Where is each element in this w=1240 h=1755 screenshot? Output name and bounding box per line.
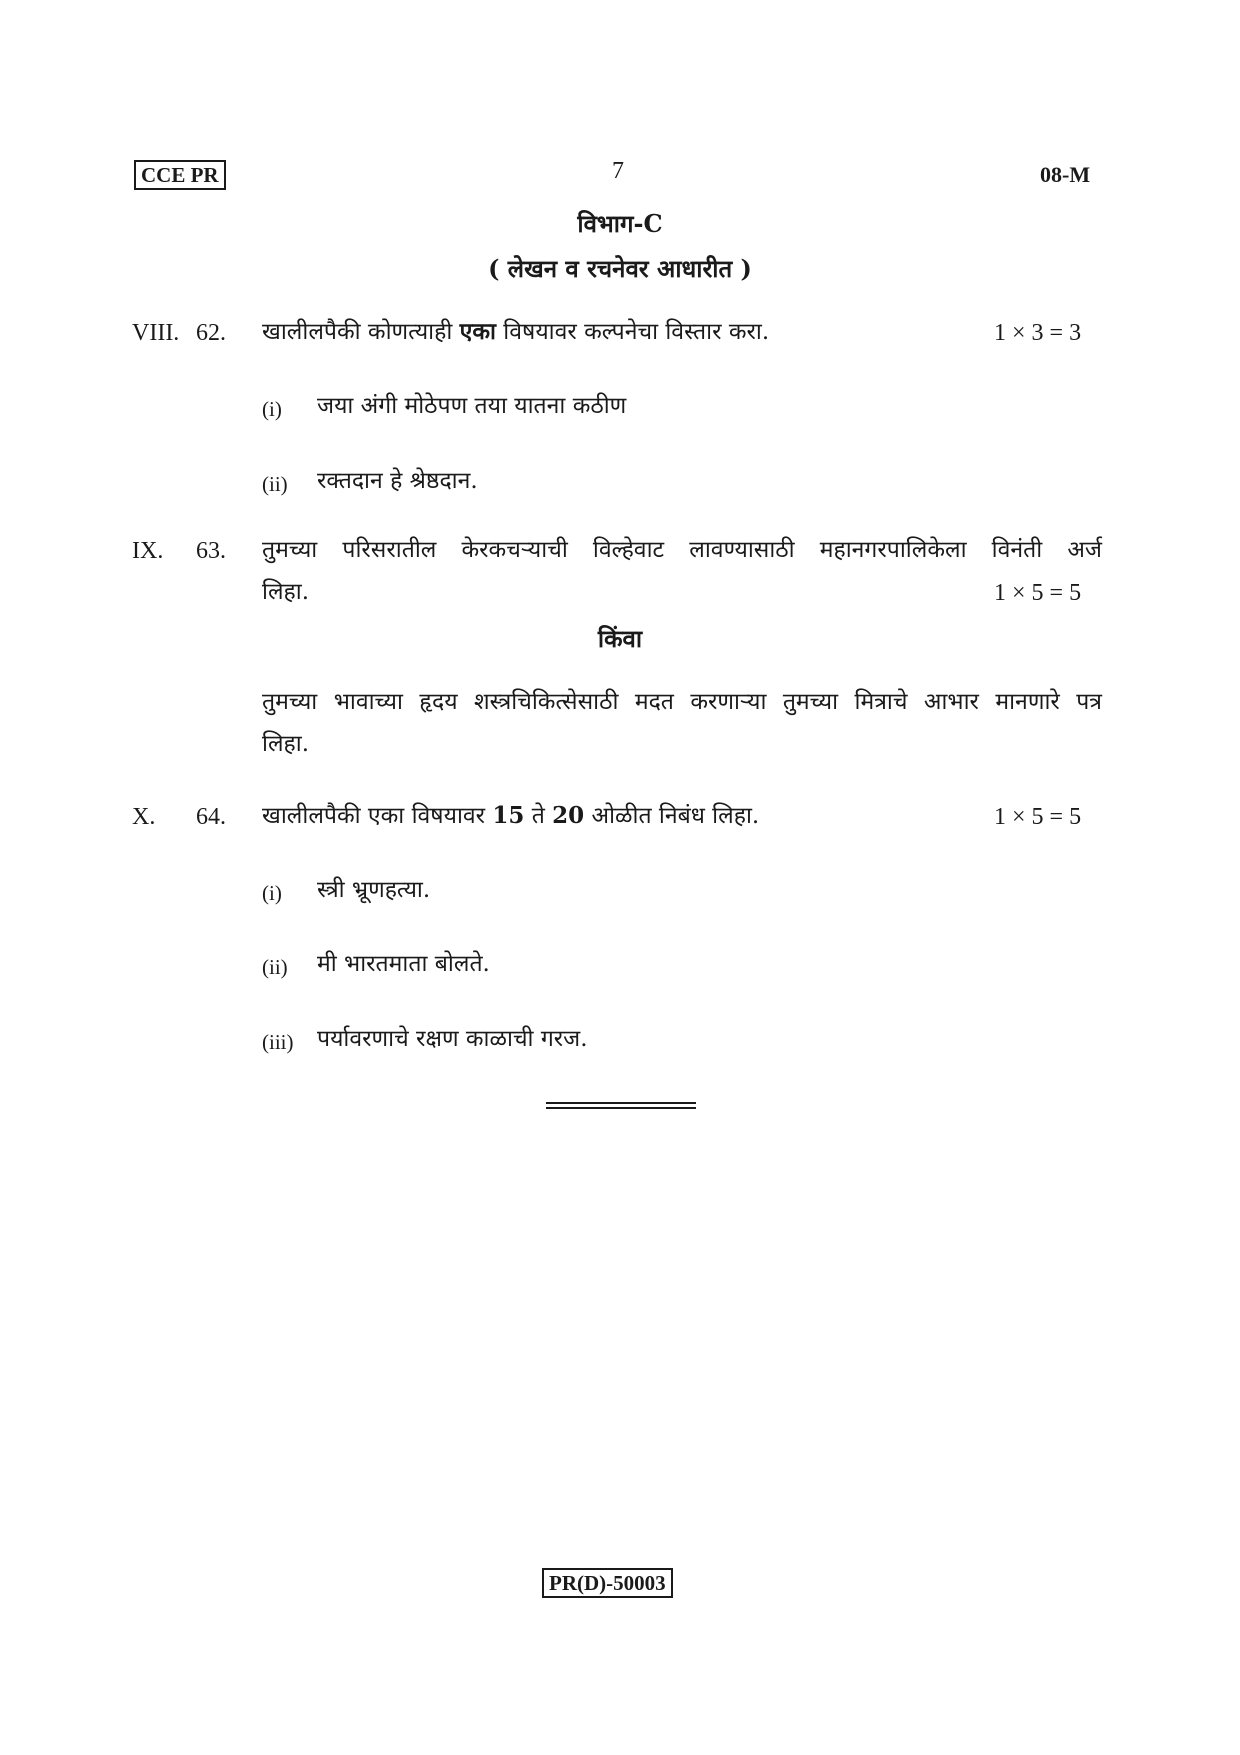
- q64-option-text: मी भारतमाता बोलते.: [317, 951, 490, 977]
- q62-text-bold: एका: [459, 318, 496, 345]
- q64-text-before: खालीलपैकी एका विषयावर: [262, 803, 493, 829]
- q64-text-after: ओळीत निबंध लिहा.: [584, 803, 760, 829]
- q62-roman: VIII.: [132, 320, 180, 346]
- q62-text-after: विषयावर कल्पनेचा विस्तार करा.: [495, 319, 770, 345]
- q64-option-label: (i): [262, 881, 282, 905]
- header-right-code: 08-M: [1040, 162, 1091, 187]
- end-rule-top: [546, 1102, 696, 1104]
- q64-marks: 1 × 5 = 5: [994, 804, 1082, 830]
- q64-bold-lines-max: 20: [552, 802, 585, 829]
- q64-number: 64.: [196, 804, 226, 830]
- section-subtitle: ( लेखन व रचनेवर आधारीत ): [488, 254, 752, 283]
- q64-option-label: (iii): [262, 1030, 294, 1054]
- q62-text-before: खालीलपैकी कोणत्याही: [262, 319, 460, 345]
- q62-option-text: जया अंगी मोठेपण तया यातना कठीण: [317, 393, 627, 419]
- q64-roman: X.: [132, 804, 156, 830]
- q62-number: 62.: [196, 320, 226, 346]
- q62-marks: 1 × 3 = 3: [994, 320, 1082, 346]
- header-left-box: CCE PR: [134, 160, 226, 190]
- q62-option-label: (ii): [262, 472, 288, 496]
- end-rule-bottom: [546, 1107, 696, 1109]
- q63-line1: तुमच्या परिसरातील केरकचऱ्याची विल्हेवाट लावण्यासाठी महानगरपालिकेला विनंती अर्ज: [262, 537, 1102, 563]
- q64-bold-lines-min: 15: [492, 802, 525, 829]
- q63-line2: लिहा.: [262, 579, 310, 605]
- q63-alt-line1: तुमच्या भावाच्या हृदय शस्त्रचिकित्सेसाठी मदत करणाऱ्या तुमच्या मित्राचे आभार मानणारे पत्र: [262, 689, 1102, 715]
- q63-marks: 1 × 5 = 5: [994, 580, 1082, 606]
- q64-option-text: पर्यावरणाचे रक्षण काळाची गरज.: [317, 1026, 588, 1052]
- q62-text: [262, 311, 769, 353]
- footer-code-box: PR(D)-50003: [542, 1568, 673, 1598]
- q62-option-label: (i): [262, 397, 282, 421]
- q62-option-text: रक्तदान हे श्रेष्ठदान.: [317, 468, 478, 494]
- q63-number: 63.: [196, 538, 226, 564]
- section-title: विभाग-C: [577, 209, 663, 238]
- q64-text: [262, 795, 759, 837]
- q64-text-mid: ते: [524, 803, 553, 829]
- q64-option-text: स्त्री भ्रूणहत्या.: [317, 877, 431, 903]
- page-number: 7: [612, 158, 624, 184]
- q63-or-label: किंवा: [597, 624, 643, 653]
- q63-roman: IX.: [132, 538, 164, 564]
- q64-option-label: (ii): [262, 955, 288, 979]
- q63-alt-line2: लिहा.: [262, 731, 310, 757]
